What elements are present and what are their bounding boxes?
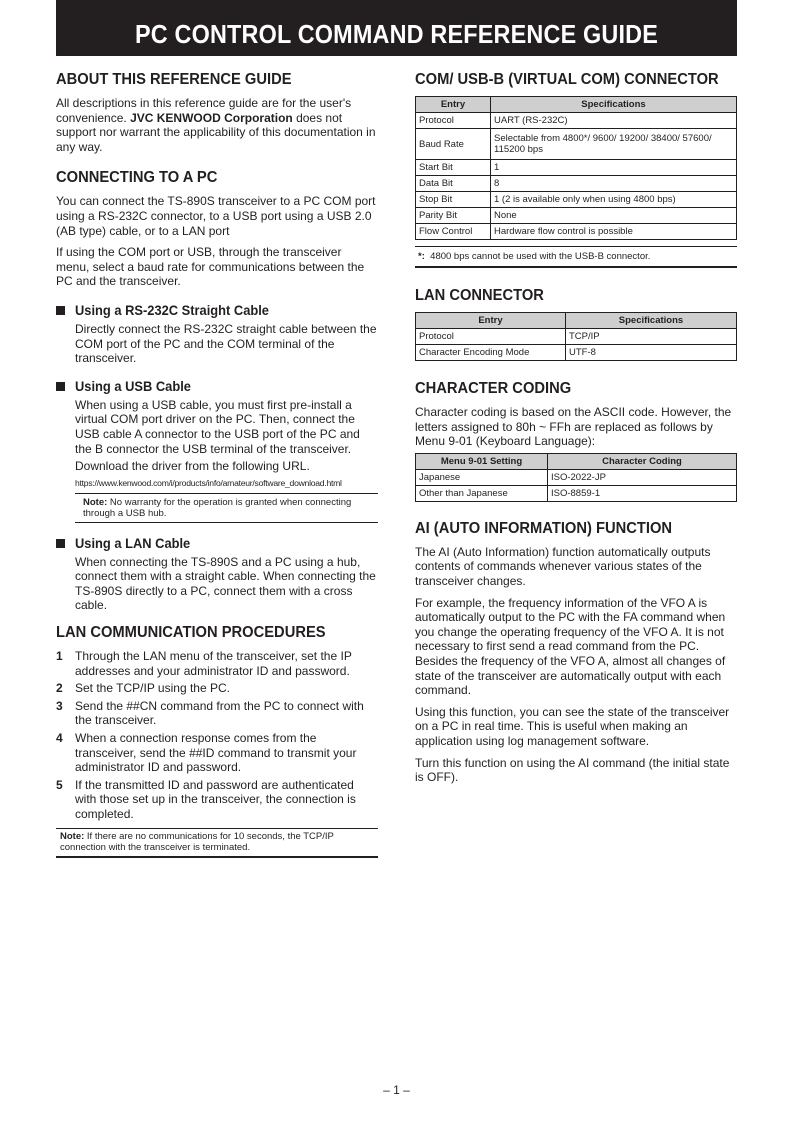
column-header: Menu 9-01 Setting: [416, 453, 548, 469]
table-row: Baud Rate Selectable from 4800*/ 9600/ 19200/ 38400/ 57600/ 115200 bps: [416, 129, 737, 160]
about-heading: ABOUT THIS REFERENCE GUIDE: [56, 71, 292, 88]
column-header: Specifications: [566, 313, 737, 329]
rs232-text: Directly connect the RS-232C straight cable between the COM port of the PC and the COM terminal of the transceiver.: [75, 321, 377, 366]
procedures-note: Note: If there are no communications for 10 seconds, the TCP/IP connection with the transceiver is terminated.: [56, 828, 378, 858]
character-coding-section: [415, 379, 737, 502]
ai-heading: AI (AUTO INFORMATION) FUNCTION: [415, 519, 673, 537]
ai-p1: The AI (Auto Information) function automatically outputs contents of commands whenever various states of the transceiver changes.: [415, 544, 711, 588]
square-bullet-icon: [56, 306, 65, 315]
connecting-section: [56, 168, 378, 289]
lan-cable-text: When connecting the TS-890S and a PC using a hub, connect them with a straight cable. When connecting the TS-890S directly to a PC, connect them with a cross cable.: [75, 554, 376, 613]
column-header: Entry: [416, 313, 566, 329]
procedure-step: 4 When a connection response comes from the transceiver, send the ##ID command to transmit your administrator ID and password.: [56, 731, 357, 775]
table-row: Character Encoding Mode UTF-8: [416, 345, 737, 361]
usb-heading: Using a USB Cable: [75, 377, 191, 394]
procedure-step: 5 If the transmitted ID and password are authenticated with those set up in the transceiver, the connection is completed.: [56, 777, 356, 821]
lan-cable-heading: Using a LAN Cable: [75, 534, 191, 551]
right-column: [415, 70, 737, 785]
table-row: Stop Bit 1 (2 is available only when using 4800 bps): [416, 192, 737, 208]
rs232-section: [56, 302, 378, 366]
table-header-row: [416, 313, 737, 329]
com-usb-heading: COM/ USB-B (VIRTUAL COM) CONNECTOR: [415, 71, 719, 88]
lan-connector-heading: LAN CONNECTOR: [415, 287, 544, 304]
ai-p4: Turn this function on using the AI command (the initial state is OFF).: [415, 755, 730, 785]
procedure-steps: [56, 649, 378, 822]
lan-procedures-section: [56, 623, 378, 858]
lan-spec-table: [415, 312, 737, 361]
com-usb-spec-table: [415, 96, 737, 240]
about-section: [56, 70, 378, 154]
usb-body: [75, 398, 378, 523]
connecting-heading: CONNECTING TO A PC: [56, 169, 218, 187]
company-name: JVC KENWOOD Corporation: [130, 110, 293, 125]
usb-heading-row: [56, 378, 378, 395]
ai-section: [415, 519, 737, 785]
column-header: Specifications: [491, 97, 737, 113]
usb-text: When using a USB cable, you must first pre-install a virtual COM port driver on the PC. Then, connect the USB cable A connector to the USB port of the PC and the B connector the USB terminal of the transceiver.: [75, 397, 360, 456]
usb-note: Note: No warranty for the operation is granted when connecting through a USB hub.: [75, 493, 378, 523]
character-coding-heading: CHARACTER CODING: [415, 380, 572, 397]
table-header-row: [416, 97, 737, 113]
procedure-step: 2 Set the TCP/IP using the PC.: [56, 681, 230, 696]
connecting-p1: You can connect the TS-890S transceiver to a PC COM port using a RS-232C connector, to a USB port using a USB 2.0 (AB type) cable, or to a LAN port: [56, 194, 376, 238]
table-header-row: [416, 453, 737, 469]
left-column: [56, 70, 378, 858]
procedure-step: 3 Send the ##CN command from the PC to connect with the transceiver.: [56, 698, 364, 728]
ai-p2: For example, the frequency information of the VFO A is automatically output to the PC with the FA command when you change the operating frequency of the VFO A. It is not necessary to first send a read command from the PC. Besides the frequency of the VFO A, almost all changes of state of the transceiver are automatically output with each command.: [415, 595, 726, 698]
column-header: Entry: [416, 97, 491, 113]
lan-heading-row: [56, 535, 378, 552]
table-row: Data Bit 8: [416, 176, 737, 192]
procedure-step: 1 Through the LAN menu of the transceiver, set the IP addresses and your administrator ID and password.: [56, 649, 352, 678]
column-header: Character Coding: [548, 453, 737, 469]
square-bullet-icon: [56, 382, 65, 391]
lan-cable-section: [56, 535, 378, 613]
rs232-heading-row: [56, 302, 378, 319]
title-banner: [56, 0, 737, 56]
rs232-heading: Using a RS-232C Straight Cable: [75, 301, 269, 318]
page-title: PC CONTROL COMMAND REFERENCE GUIDE: [134, 19, 659, 49]
table-row: Flow Control Hardware flow control is possible: [416, 224, 737, 240]
driver-url-link[interactable]: https://www.kenwood.com/i/products/info/amateur/software_download.html: [75, 477, 342, 488]
character-coding-text: Character coding is based on the ASCII code. However, the letters assigned to 80h ~ FFh are replaced as follows by Menu 9-01 (Keyboard Language):: [415, 405, 732, 449]
lan-connector-section: [415, 286, 737, 361]
table-row: Start Bit 1: [416, 160, 737, 176]
ai-p3: Using this function, you can see the state of the transceiver on a PC in real time. This is useful when making an application using log management software.: [415, 704, 730, 748]
square-bullet-icon: [56, 539, 65, 548]
about-text: All descriptions in this reference guide are for the user's convenience. JVC KENWOOD Corporation does not support nor warrant the applicability of this documentation in any way.: [56, 96, 376, 154]
table-row: Protocol TCP/IP: [416, 329, 737, 345]
page-number: – 1 –: [383, 1083, 410, 1097]
baud-rate-footnote: *: 4800 bps cannot be used with the USB-B connector.: [415, 246, 737, 268]
usb-section: [56, 378, 378, 523]
table-row: Protocol UART (RS-232C): [416, 113, 737, 129]
table-row: Parity Bit None: [416, 208, 737, 224]
table-row: Other than Japanese ISO-8859-1: [416, 485, 737, 501]
usb-download-text: Download the driver from the following URL.: [75, 459, 310, 474]
character-coding-table: [415, 453, 737, 502]
table-row: Japanese ISO-2022-JP: [416, 469, 737, 485]
procedures-heading: LAN COMMUNICATION PROCEDURES: [56, 624, 326, 642]
com-usb-section: [415, 70, 737, 268]
connecting-p2: If using the COM port or USB, through the transceiver menu, select a baud rate for communications between the PC and the transceiver.: [56, 245, 365, 289]
